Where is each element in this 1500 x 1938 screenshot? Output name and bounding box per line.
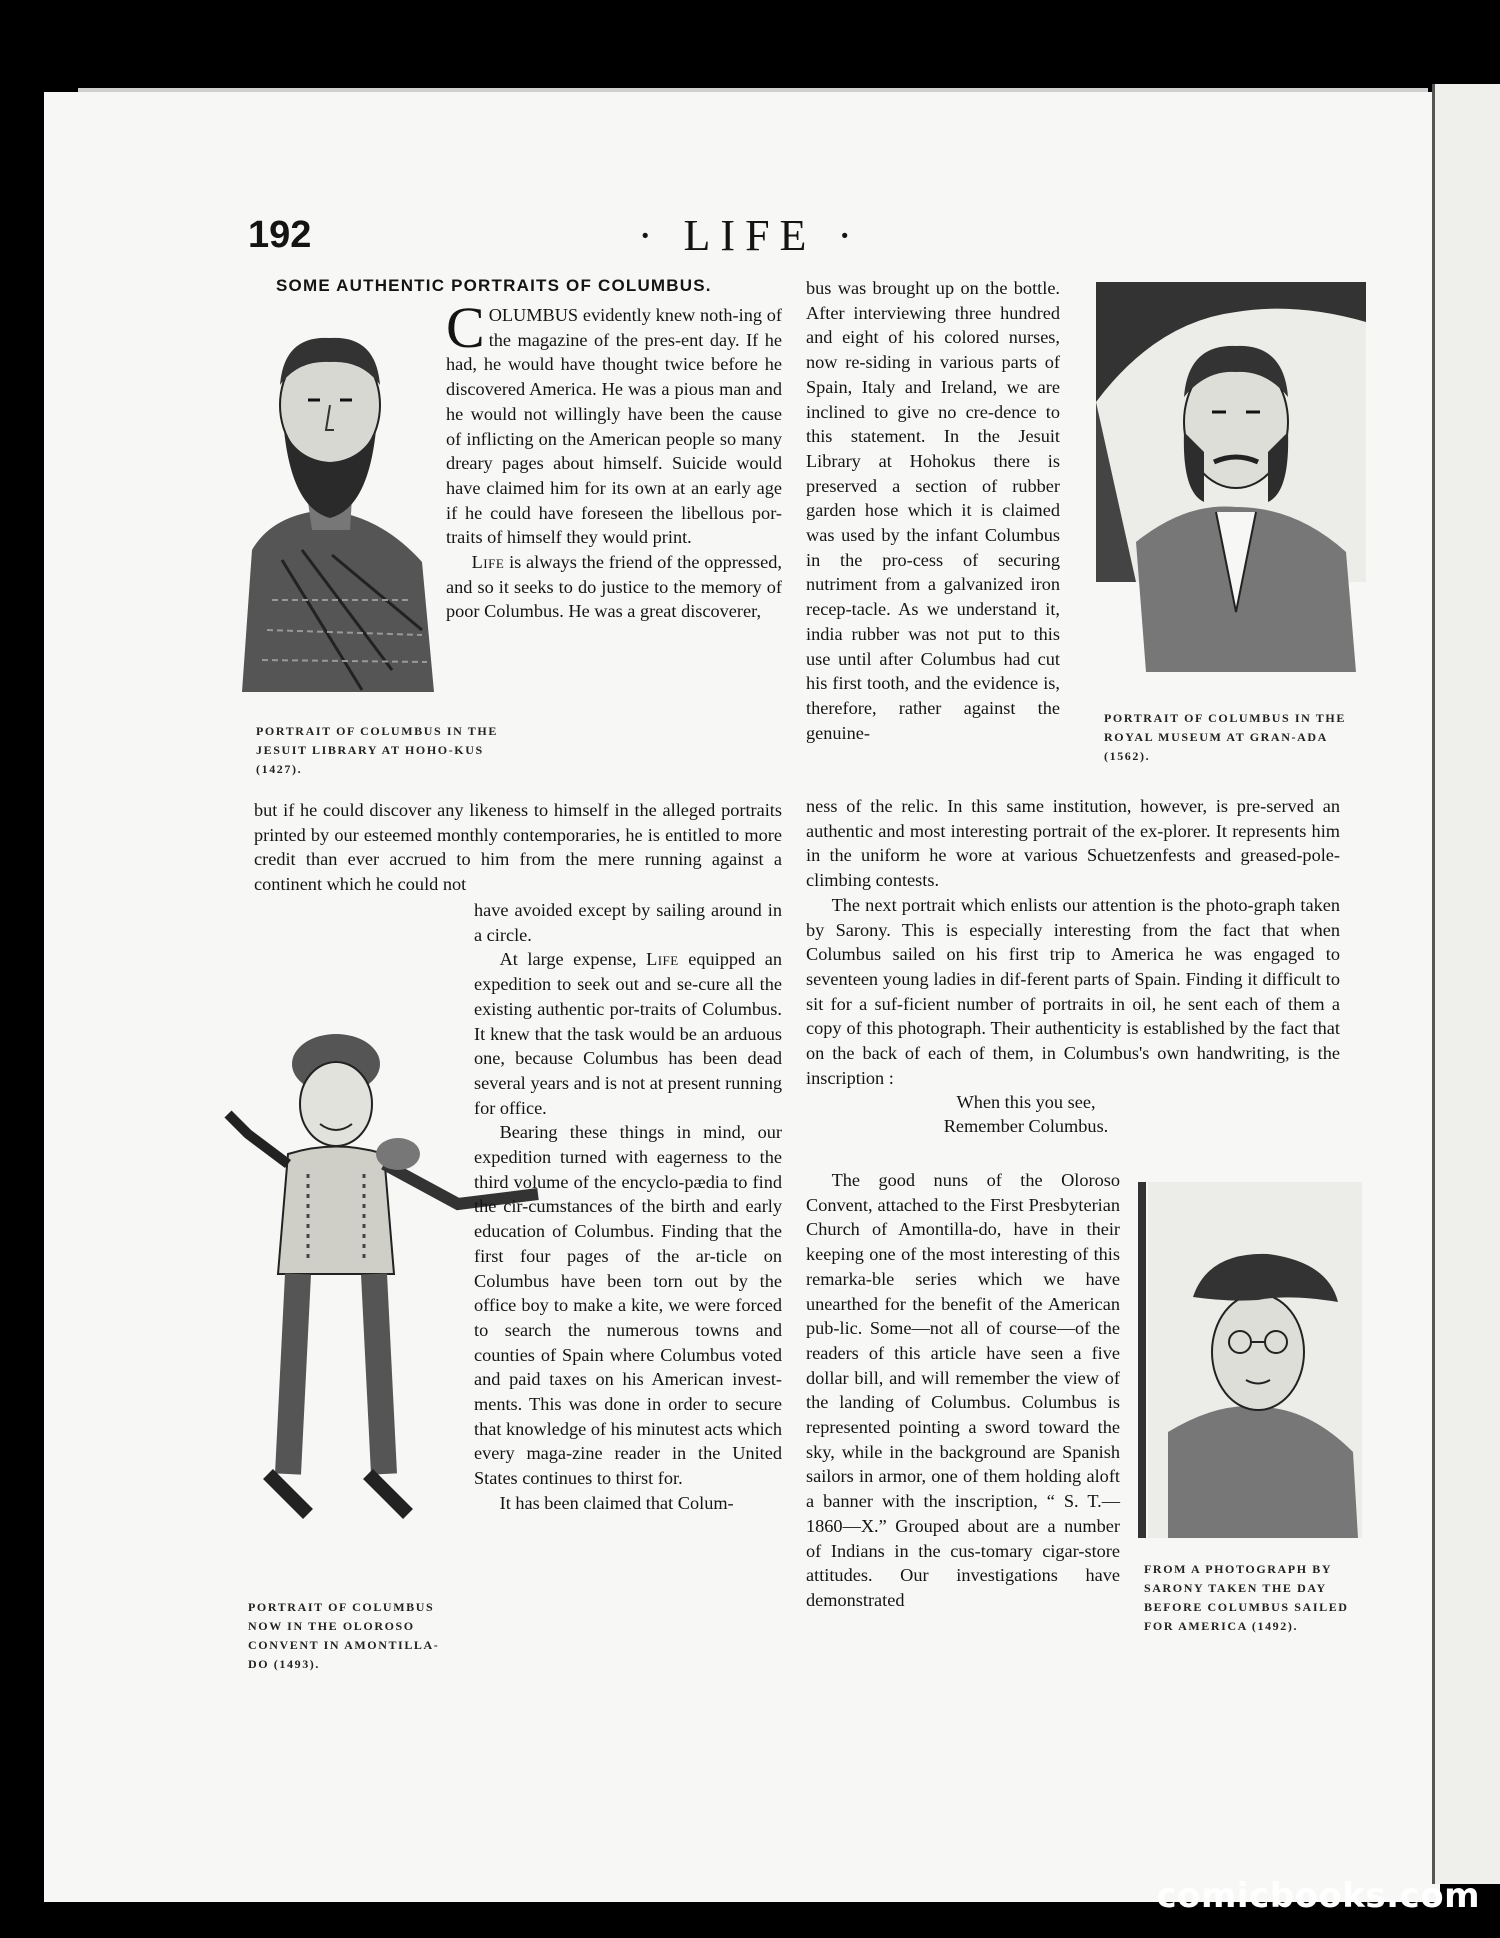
caption-royal-museum: PORTRAIT OF COLUMBUS IN THE ROYAL MUSEUM AT GRAN-ADA (1562).	[1104, 711, 1346, 763]
portrait-illustration-royal-museum	[1096, 282, 1366, 682]
paragraph-text: is always the friend of the oppressed, and so it seeks to do justice to the memory of poor Columbus. He was a great discoverer,	[446, 552, 782, 622]
life-small-caps: Life	[646, 949, 679, 970]
facing-page-edge	[1432, 84, 1500, 1884]
paragraph-text: It has been claimed that Colum-	[499, 1492, 734, 1513]
paragraph-text: Bearing these things in mind, our expedition turned with eagerness to the third volume of the encyclo-pædia to find the cir-cumstances of the birth and early education of Columbus. Finding that the first four pages of the ar-ticle on Columbus have been torn out by the office boy to make a kite, we were forced to search the numerous towns and counties of Spain where Columbus voted and paid taxes on his American invest-ments. This was done in order to secure that knowledge of his minutest acts which every maga-zine reader in the United States continues to thirst for.	[474, 1122, 782, 1489]
paragraph-text: have avoided except by sailing around in a circle.	[474, 900, 782, 945]
masthead: · LIFE ·	[637, 211, 863, 260]
page-number: 192	[248, 214, 312, 256]
paragraph-text: The good nuns of the Oloroso Convent, attached to the First Presbyterian Church of Amontilla-do, have in their keeping one of the most interesting of this remarka-ble series which we have unearthed for the benefit of the American pub-lic. Some—not all of course—of the readers of this article have seen a five dollar bill, and will remember the view of the landing of Columbus. Columbus is represented pointing a sword toward the sky, while in the background are Spanish sailors in armor, one of them holding aloft a banner with the inscription, “ S. T.—1860—X.” Grouped about are a number of Indians in the cus-tomary cigar-store attitudes. Our investigations have demonstrated	[806, 1170, 1120, 1610]
column-one-lower-text	[474, 898, 782, 1516]
column-two-upper-text	[806, 276, 1060, 745]
portrait-illustration-jesuit-library	[212, 300, 444, 692]
watermark: comicbooks.com	[1156, 1876, 1480, 1916]
paragraph-text: equipped an expedition to seek out and se-cure all the existing authentic por-traits of Columbus. It knew that the task would be an arduous one, because Columbus has been dead several years and is not at present running for office.	[474, 949, 783, 1118]
verse-line: When this you see,	[956, 1092, 1096, 1113]
paragraph-text: but if he could discover any likeness to himself in the alleged portraits printed by our esteemed monthly contemporaries, he is entitled to more credit than ever accrued to him from the mere running against a continent which he could not	[254, 800, 782, 895]
paragraph-text: ness of the relic. In this same institution, however, is pre-served an authentic and most interesting portrait of the ex-plorer. It represents him in the uniform he wore at various Schuetzenfests and greased-pole-climbing contests.	[806, 796, 1340, 891]
paragraph-text: bus was brought up on the bottle. After interviewing three hundred and eight of his colored nurses, now re-siding in various parts of Spain, Italy and Ireland, we are inclined to give no cre-dence to this statement. In the Jesuit Library at Hohokus there is preserved a section of rubber garden hose which it is claimed was used by the infant Columbus in the pro-cess of securing nutriment from a galvanized iron recep-tacle. As we understand it, india rubber was not put to this use until after Columbus had cut his first tooth, and the evidence is, therefore, rather against the genuine-	[806, 278, 1060, 743]
article-opening-paragraph	[446, 295, 782, 624]
caption-oloroso-convent: PORTRAIT OF COLUMBUS NOW IN THE OLOROSO CONVENT IN AMONTILLA-DO (1493).	[248, 1600, 440, 1671]
paragraph-text: At large expense,	[499, 949, 647, 970]
caption-sarony-photograph: FROM A PHOTOGRAPH BY SARONY TAKEN THE DAY BEFORE COLUMBUS SAILED FOR AMERICA (1492).	[1144, 1562, 1349, 1633]
full-width-paragraph	[254, 798, 782, 897]
photograph-illustration-sarony	[1138, 1182, 1364, 1538]
opening-text: OLUMBUS evidently knew noth-ing of the magazine of the pres-ent day. If he had, he would have thought twice before he discovered America. He was a pious man and he would not willingly have been the cause of inflicting on the American people so many dreary pages about himself. Suicide would have claimed him for its own at an early age if he could have foreseen the libellous por-traits of himself they would print.	[446, 305, 782, 548]
life-small-caps: Life	[471, 552, 505, 573]
verse-line: Remember Columbus.	[943, 1116, 1109, 1137]
drop-cap: C	[446, 295, 485, 360]
caption-jesuit-library: PORTRAIT OF COLUMBUS IN THE JESUIT LIBRARY AT HOHO-KUS (1427).	[256, 724, 498, 776]
column-two-lower-text	[806, 1168, 1120, 1613]
article-title: SOME AUTHENTIC PORTRAITS OF COLUMBUS.	[276, 276, 712, 295]
column-two-wide-text	[806, 794, 1340, 1138]
paragraph-text: The next portrait which enlists our attention is the photo-graph taken by Sarony. This is especially interesting from the fact that when Columbus sailed on his first trip to America he was engaged to seventeen young ladies in dif-ferent parts of Spain. Finding it difficult to sit for a suf-ficient number of portraits in oil, he sent each of them a copy of this photograph. Their authenticity is established by the fact that on the back of each of them, in Columbus's own handwriting, is the inscription :	[806, 894, 1340, 1088]
inscription-verse	[926, 1090, 1126, 1138]
